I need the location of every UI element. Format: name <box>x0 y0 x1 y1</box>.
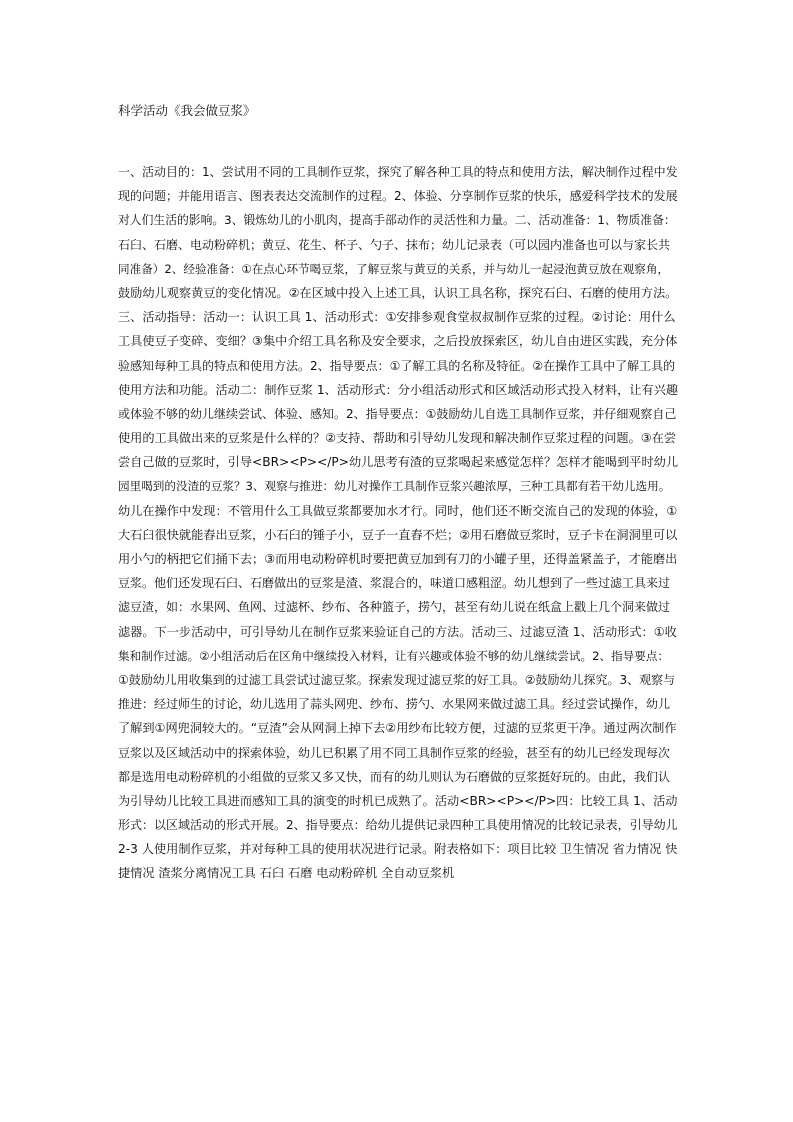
body-line: 工具使豆子变碎、变细？③集中介绍工具名称及安全要求，之后投放探索区，幼儿自由进区实践，充分体 <box>118 334 678 349</box>
body-line: 石臼、石磨、电动粉碎机；黄豆、花生、杯子、勺子、抹布；幼儿记录表（可以园内准备也可以与家长共 <box>118 237 671 252</box>
body-line: 大石臼很快就能舂出豆浆，小石臼的锤子小，豆子一直舂不烂；②用石磨做豆浆时，豆子卡在洞洞里可以 <box>118 527 678 542</box>
body-line: 用小勺的柄把它们捅下去；③而用电动粉碎机时要把黄豆加到有刀的小罐子里，还得盖紧盖子，才能磨出 <box>118 552 678 566</box>
body-line: 同准备）2、经验准备：①在点心环节喝豆浆，了解豆浆与黄豆的关系，并与幼儿一起浸泡黄豆放在观察角， <box>118 261 670 276</box>
body-line: 形式：以区域活动的形式开展。2、指导要点：给幼儿提供记录四种工具使用情况的比较记录表，引导幼儿 <box>118 818 678 833</box>
body-line: 使用的工具做出来的豆浆是什么样的？②支持、帮助和引导幼儿发现和解决制作豆浆过程的问题。③在尝 <box>118 431 677 446</box>
document-title: 科学活动《我会做豆浆》 <box>118 103 256 118</box>
body-line: 园里喝到的没渣的豆浆？3、观察与推进：幼儿对操作工具制作豆浆兴趣浓厚，三种工具都有若干幼儿选用。 <box>118 479 671 494</box>
body-line: 使用方法和功能。活动二：制作豆浆 1、活动形式：分小组活动形式和区域活动形式投入材料，让有兴趣 <box>118 382 679 397</box>
body-line: 了解到①网兜洞较大的。“豆渣”会从网洞上掉下去②用纱布比较方便，过滤的豆浆更干净。通过两次制作 <box>118 721 677 736</box>
body-line: 幼儿在操作中发现：不管用什么工具做豆浆都要加水才行。同时，他们还不断交流自己的发现的体验，① <box>118 503 678 518</box>
body-line: 对人们生活的影响。3、锻炼幼儿的小肌肉，提高手部动作的灵活性和力量。二、活动准备：1、物质准备： <box>118 213 676 228</box>
body-line: 都是选用电动粉碎机的小组做的豆浆又多又快，而有的幼儿则认为石磨做的豆浆挺好玩的。由此，我们认 <box>118 769 671 784</box>
body-line: 捷情况 渣浆分离情况工具 石臼 石磨 电动粉碎机 全自动豆浆机 <box>118 866 455 881</box>
body-line: 三、活动指导：活动一：认识工具 1、活动形式：①安排参观食堂叔叔制作豆浆的过程。②讨论：用什么 <box>118 310 676 325</box>
body-line: 验感知每种工具的特点和使用方法。2、指导要点：①了解工具的名称及特征。②在操作工具中了解工具的 <box>118 358 676 373</box>
document-body <box>118 160 678 886</box>
body-line: 滤豆渣，如：水果网、鱼网、过滤杯、纱布、各种篮子，捞勺，甚至有幼儿说在纸盒上戳上几个洞来做过 <box>118 600 671 615</box>
body-line: 滤器。下一步活动中，可引导幼儿在制作豆浆来验证自己的方法。活动三、过滤豆渣 1、活动形式：①收 <box>118 624 677 639</box>
body-line: 为引导幼儿比较工具进而感知工具的演变的时机已成熟了。活动<BR><P></P>四：比较工具 1、活动 <box>118 793 678 808</box>
body-line: 推进：经过师生的讨论，幼儿选用了蒜头网兜、纱布、捞勺、水果网来做过滤工具。经过尝试操作，幼儿 <box>118 697 671 712</box>
body-line: 豆浆。他们还发现石臼、石磨做出的豆浆是渣、浆混合的，味道口感粗涩。幼儿想到了一些过滤工具来过 <box>118 576 671 591</box>
body-line: 现的问题；并能用语言、图表表达交流制作的过程。2、体验、分享制作豆浆的快乐，感爱科学技术的发展 <box>118 189 678 204</box>
body-line: 豆浆以及区域活动中的探索体验，幼儿已积累了用不同工具制作豆浆的经验，甚至有的幼儿已经发现每次 <box>118 745 671 760</box>
body-line: 集和制作过滤。②小组活动后在区角中继续投入材料，让有兴趣或体验不够的幼儿继续尝试。2、指导要点： <box>118 648 670 663</box>
body-line: ①鼓励幼儿用收集到的过滤工具尝试过滤豆浆。探索发现过滤豆浆的好工具。②鼓励幼儿探究。3、观察与 <box>118 672 676 687</box>
body-line: 鼓励幼儿观察黄豆的变化情况。②在区域中投入上述工具，认识工具名称，探究石臼、石磨的使用方法。 <box>118 285 678 300</box>
body-line: 尝自己做的豆浆时，引导<BR><P></P>幼儿思考有渣的豆浆喝起来感觉怎样？怎样才能喝到平时幼儿 <box>118 455 679 470</box>
body-line: 2-3 人使用制作豆浆，并对每种工具的使用状况进行记录。附表格如下：项目比较 卫生情况 省力情况 快 <box>118 842 678 857</box>
body-line: 一、活动目的：1、尝试用不同的工具制作豆浆，探究了解各种工具的特点和使用方法，解决制作过程中发 <box>118 165 678 179</box>
body-line: 或体验不够的幼儿继续尝试、体验、感知。2、指导要点：①鼓励幼儿自选工具制作豆浆，并仔细观察自己 <box>118 406 677 421</box>
